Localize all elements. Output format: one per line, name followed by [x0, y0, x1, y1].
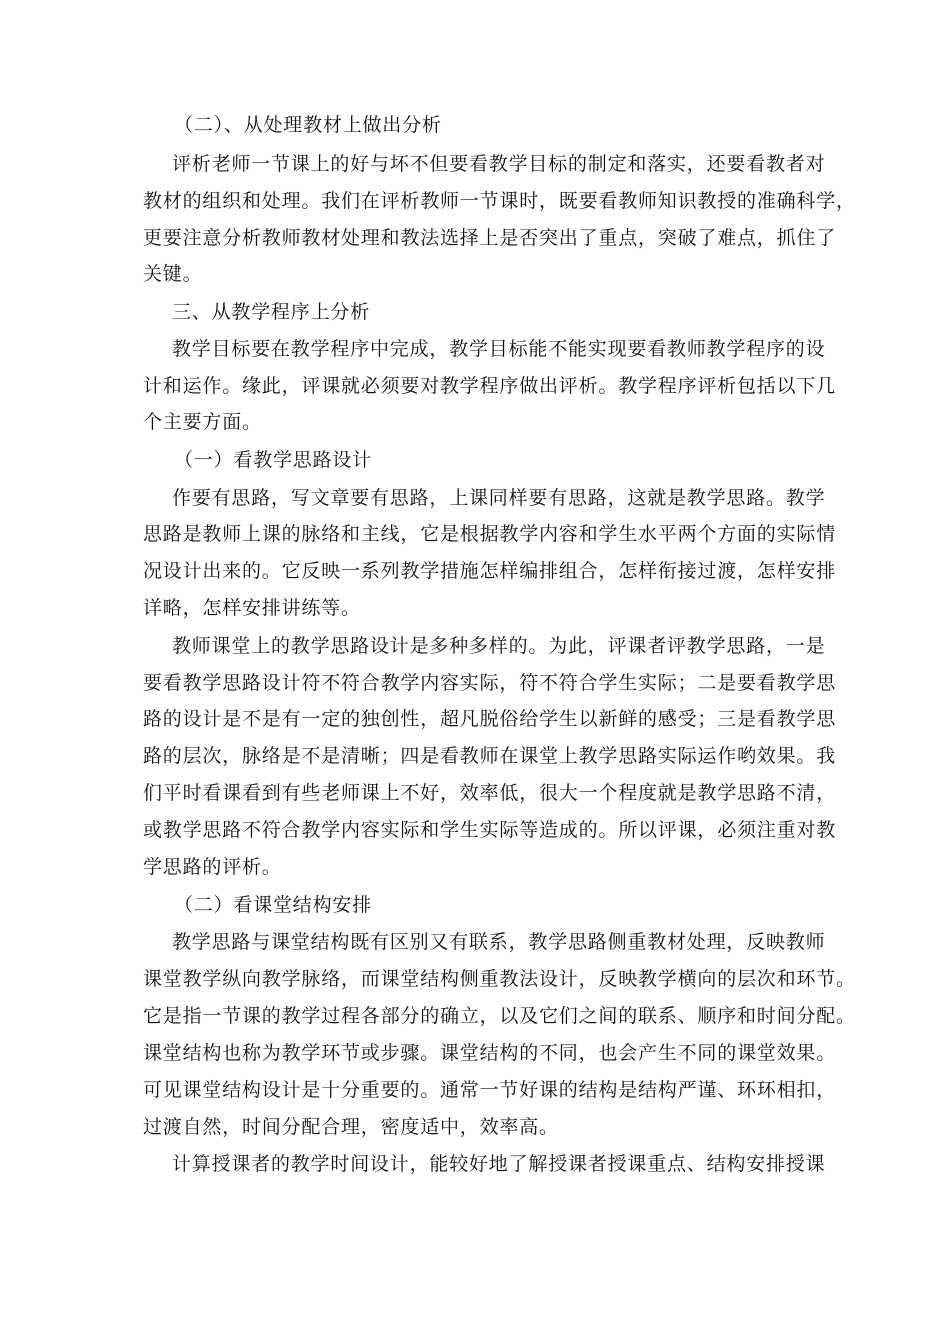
paragraph-line: 教学思路与课堂结构既有区别又有联系，教学思路侧重教材处理，反映教师: [172, 931, 826, 953]
paragraph-line: 路的设计是不是有一定的独创性，超凡脱俗给学生以新鲜的感受；三是看教学思: [143, 708, 837, 730]
paragraph-line: 它是指一节课的教学过程各部分的确立，以及它们之间的联系、顺序和时间分配。: [143, 1005, 856, 1027]
paragraph-line: 可见课堂结构设计是十分重要的。通常一节好课的结构是结构严谨、环环相扣，: [143, 1079, 837, 1101]
paragraph-line: 计和运作。缘此，评课就必须要对教学程序做出评析。教学程序评析包括以下几: [143, 375, 837, 397]
paragraph-line: 况设计出来的。它反映一系列教学措施怎样编排组合，怎样衔接过渡，怎样安排: [143, 560, 837, 582]
paragraph-line: 过渡自然，时间分配合理，密度适中，效率高。: [143, 1116, 559, 1138]
paragraph-line: 思路是教师上课的脉络和主线，它是根据教学内容和学生水平两个方面的实际情: [143, 523, 837, 545]
section-heading: （二）、从处理教材上做出分析: [174, 114, 442, 136]
paragraph-line: 个主要方面。: [143, 411, 262, 433]
paragraph-line: 要看教学思路设计符不符合教学内容实际，符不符合学生实际；二是要看教学思: [143, 672, 837, 694]
paragraph-line: 学思路的评析。: [143, 856, 282, 878]
paragraph-line: 评析老师一节课上的好与坏不但要看教学目标的制定和落实，还要看教者对: [172, 153, 826, 175]
subsection-heading: （一）看教学思路设计: [174, 449, 373, 471]
section-heading: 三、从教学程序上分析: [172, 301, 371, 323]
paragraph-line: 教师课堂上的教学思路设计是多种多样的。为此，评课者评教学思路，一是: [172, 635, 826, 657]
paragraph-line: 教材的组织和处理。我们在评析教师一节课时，既要看教师知识教授的准确科学，: [143, 190, 856, 212]
paragraph-line: 更要注意分析教师教材处理和教法选择上是否突出了重点，突破了难点，抓住了: [143, 227, 837, 249]
paragraph-line: 关键。: [143, 263, 203, 285]
paragraph-line: 路的层次，脉络是不是清晰；四是看教师在课堂上教学思路实际运作哟效果。我: [143, 745, 837, 767]
paragraph-line: 课堂教学纵向教学脉络，而课堂结构侧重教法设计，反映教学横向的层次和环节。: [143, 968, 856, 990]
paragraph-line: 或教学思路不符合教学内容实际和学生实际等造成的。所以评课，必须注重对教: [143, 819, 837, 841]
paragraph-line: 课堂结构也称为教学环节或步骤。课堂结构的不同，也会产生不同的课堂效果。: [143, 1042, 837, 1064]
paragraph-line: 们平时看课看到有些老师课上不好，效率低，很大一个程度就是教学思路不清，: [143, 782, 837, 804]
subsection-heading: （二）看课堂结构安排: [174, 894, 373, 916]
paragraph-line: 计算授课者的教学时间设计，能较好地了解授课者授课重点、结构安排授课: [172, 1153, 826, 1175]
paragraph-line: 教学目标要在教学程序中完成，教学目标能不能实现要看教师教学程序的设: [172, 338, 826, 360]
paragraph-line: 作要有思路，写文章要有思路，上课同样要有思路，这就是教学思路。教学: [172, 487, 826, 509]
paragraph-line: 详略，怎样安排讲练等。: [143, 597, 361, 619]
